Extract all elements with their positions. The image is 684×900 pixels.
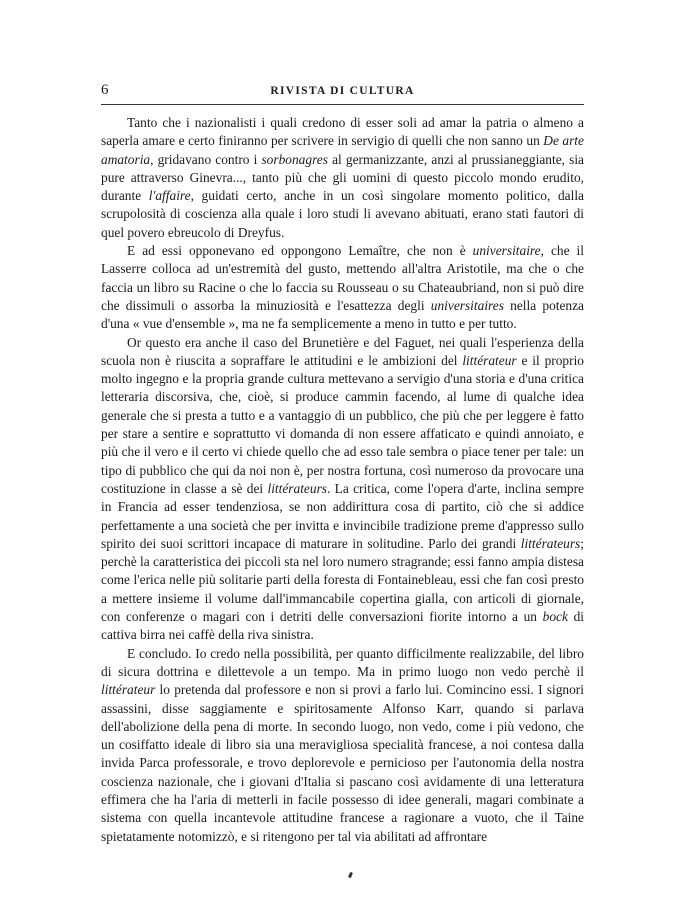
text-run: di cattiva birra nei caffè della riva sinistra.	[101, 609, 584, 643]
text-run: ; perchè la caratteristica dei piccoli sta nel loro numero stragrande; essi fanno ampia distesa come l'erica nelle più solitarie parti della foresta di Fontainebleau, essi che fan così presto a mettere insieme il volume dall'immancabile copertina gialla, con articoli di giornale, con conferenze o magari con i detriti delle conversazioni fiorite intorno a un	[101, 535, 584, 625]
italic-term: De arte amatoria	[101, 133, 584, 167]
paragraph	[101, 334, 584, 645]
italic-term: sorbonagres	[261, 151, 328, 167]
italic-term: littérateur	[462, 352, 517, 368]
page-header	[101, 82, 584, 104]
running-title: RIVISTA DI CULTURA	[270, 85, 415, 97]
paragraph	[101, 242, 584, 333]
page-number: 6	[101, 82, 109, 98]
italic-term: universitaire	[472, 243, 541, 259]
text-run: e il proprio molto ingegno e la propria grande cultura mettevano a servigio d'una storia e d'una critica letteraria discorsiva, che, cioè, si produce cammin facendo, al lume di qualche idea generale che si presta a tutto e a vantaggio di un pubblico, che più che per leggere è fatto per stare a sentire e soprattutto vi domanda di non essere affaticato e quindi annoiato, e più che il vero e il certo vi chiede quello che ad esso tale sembra o piace tener per tale: un tipo di pubblico che qui da noi non è, per nostra fortuna, così numeroso da provocare una costituzione in classe a sè dei	[101, 352, 584, 496]
text-run: , gridavano contro i	[150, 151, 262, 167]
text-run: . La critica, come l'opera d'arte, inclina sempre in Francia ad esser tendenziosa, se non addirittura cosa di partito, ciò che si addice perfettamente a una società che per invitta e invincibile tradizione preme d'appresso sullo spirito dei suoi scrittori incapace di maturare in solitudine. Parlo dei grandi	[101, 480, 585, 551]
text-run: E ad essi opponevano ed oppongono Lemaître, che non è	[127, 243, 473, 259]
text-run: E concludo. Io credo nella possibilità, per quanto difficilmente realizzabile, del libro di sicura dottrina e dilettevole a un tempo. Ma in primo luogo non vedo perchè il	[101, 645, 584, 679]
ink-speck	[348, 872, 353, 879]
text-run: Tanto che i nazionalisti i quali credono di esser soli ad amar la patria o almeno a saperla amare e certo finiranno per scrivere in servigio di quelli che non sanno un	[101, 115, 584, 149]
italic-term: littérateurs	[520, 535, 581, 551]
text-run: lo pretenda dal professore e non si provi a farlo lui. Comincino essi. I signori assassini, disse saggiamente e spiritosamente Alfonso Karr, quando si parlava dell'abolizione della pena di morte. In secondo luogo, non vedo, come i più vedono, che un cosiffatto ideale di libro sia una meravigliosa specialità francese, a noi contesa dalla invida Parca professorale, e trovo deplorevole e pernicioso per l'autonomia della nostra coscienza nazionale, che i giovani d'Italia si pascano così avidamente di una letteratura effimera che ha l'aria di metterli in facile possesso di idee generali, magari combinate a sistema con quella incantevole attitudine francese a ragionare a vuoto, che il Taine spietatamente notomizzò, e si ritengono per tal via abilitati ad affrontare	[101, 682, 584, 844]
italic-term: littérateurs	[267, 480, 327, 496]
text-run: , guidati certo, anche in un così singolare momento politico, dalla scrupolosità di coscienza alla quale i loro studi li avevano abituati, erano stati fautori di quel povero ebreucolo di Dreyfus.	[101, 188, 585, 240]
text-run: Or questo era anche il caso del Brunetière e del Faguet, nei quali l'esperienza della scuola non è riuscita a sopraffare le attitudini e le ambizioni del	[101, 334, 584, 368]
paragraph	[101, 114, 584, 242]
text-run: , che il Lasserre colloca ad un'estremità del gusto, mettendo all'altra Aristotile, ma che o che faccia un libro su Racine o che lo faccia su Rousseau o su Chateaubriand, non si può dire che dissimuli o assorba la minuziosità e l'esattezza degli	[101, 243, 584, 313]
italic-term: bock	[542, 609, 568, 625]
italic-term: universitaires	[430, 297, 504, 313]
text-run: al germanizzante, anzi al prussianeggiante, sia pure attraverso Ginevra..., tanto più che gli uomini di questo piccolo mondo erudito, durante	[101, 151, 584, 204]
italic-term: l'affaire	[148, 188, 191, 204]
italic-term: littérateur	[101, 682, 156, 698]
header-rule	[101, 104, 584, 105]
body-text	[101, 114, 584, 846]
paragraph	[101, 645, 584, 846]
text-run: nella potenza d'una « vue d'ensemble », ma ne fa semplicemente a meno in tutto e per tutto.	[101, 297, 585, 332]
